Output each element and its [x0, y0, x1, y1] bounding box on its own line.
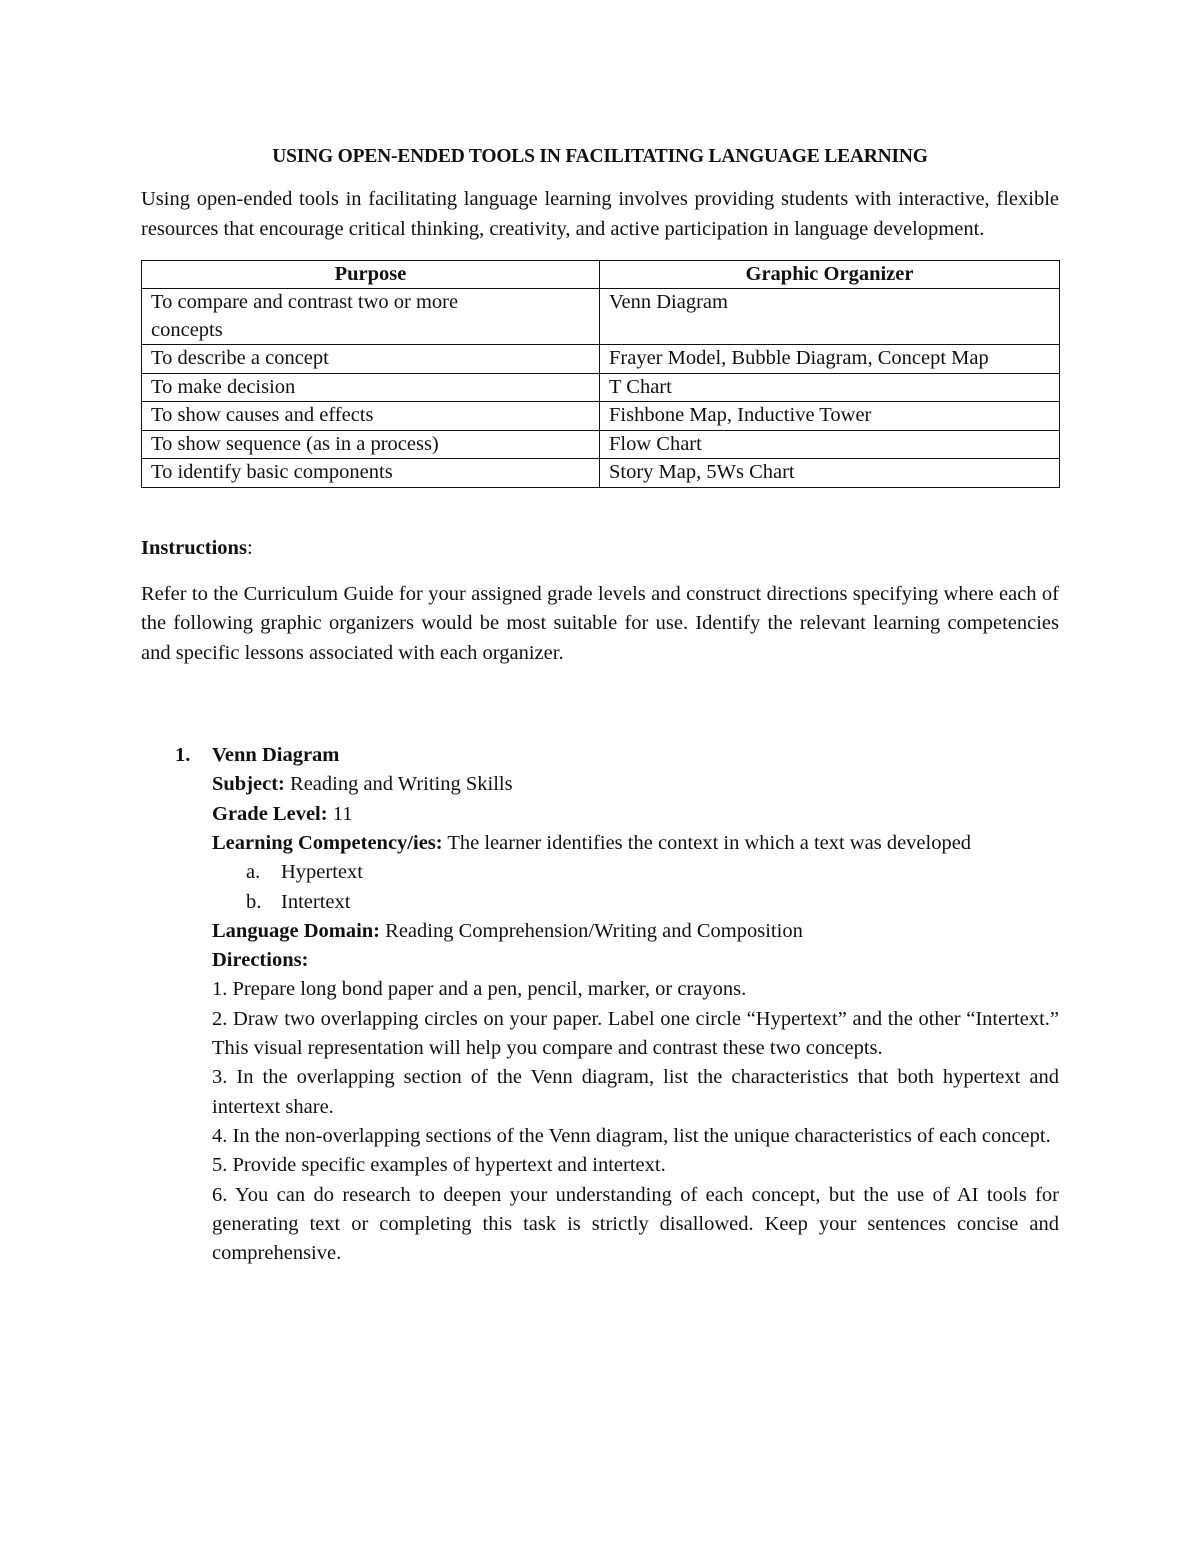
grade-level-line: [212, 800, 1059, 829]
purpose-cell: To show sequence (as in a process): [142, 430, 600, 459]
purpose-cell: To make decision: [142, 373, 600, 402]
direction-step: 1. Prepare long bond paper and a pen, pencil, marker, or crayons.: [212, 978, 747, 1001]
direction-step: 6. You can do research to deepen your understanding of each concept, but the use of AI tools for generating text or completing this task is strictly disallowed. Keep your sentences concise and comprehensive.: [212, 1183, 1059, 1265]
section-body: [212, 741, 1059, 1268]
subject-value: Reading and Writing Skills: [284, 773, 513, 796]
competency-sublist: [246, 858, 1059, 917]
table-row: [142, 289, 1060, 345]
table-row: [142, 402, 1060, 431]
document-content: [141, 142, 1059, 1268]
table-row: [142, 430, 1060, 459]
table-row: [142, 345, 1060, 374]
purpose-cell: To show causes and effects: [142, 402, 600, 431]
intro-paragraph: Using open-ended tools in facilitating language learning involves providing students with interactive, flexible resources that encourage critical thinking, creativity, and active participation in language development.: [141, 188, 1059, 240]
subject-label: Subject:: [212, 773, 285, 796]
graphic-organizer-table: [141, 260, 1060, 488]
grade-level-value: 11: [327, 802, 353, 825]
language-domain-label: Language Domain:: [212, 919, 381, 942]
organizer-cell: Venn Diagram: [600, 289, 1060, 345]
document-title: USING OPEN-ENDED TOOLS IN FACILITATING LANGUAGE LEARNING: [272, 146, 928, 167]
list-item: [246, 888, 1059, 917]
competency-label: Learning Competency/ies:: [212, 831, 443, 854]
subject-line: [212, 770, 1059, 799]
instructions-colon: :: [246, 536, 253, 559]
purpose-cell: To compare and contrast two or more concepts: [142, 289, 600, 345]
list-marker: a.: [246, 861, 261, 884]
purpose-cell: To describe a concept: [142, 345, 600, 374]
section-number: 1.: [175, 744, 191, 767]
instructions-label: Instructions: [141, 536, 247, 559]
table-row: [142, 373, 1060, 402]
table-header-row: [142, 260, 1060, 289]
direction-step: 3. In the overlapping section of the Venn diagram, list the characteristics that both hypertext and intertext share.: [212, 1066, 1059, 1118]
direction-step: 5. Provide specific examples of hypertext and intertext.: [212, 1154, 666, 1177]
list-marker: b.: [246, 890, 262, 913]
list-item: [246, 858, 1059, 887]
competency-value: The learner identifies the context in which a text was developed: [442, 831, 972, 854]
organizer-cell: Fishbone Map, Inductive Tower: [600, 402, 1060, 431]
organizer-section-venn-diagram: [141, 741, 1059, 1268]
list-item-text: Hypertext: [281, 861, 363, 884]
directions-heading: Directions:: [212, 949, 309, 972]
purpose-cell: To identify basic components: [142, 459, 600, 488]
organizer-cell: Story Map, 5Ws Chart: [600, 459, 1060, 488]
instructions-heading: [141, 534, 1059, 563]
organizer-cell: Flow Chart: [600, 430, 1060, 459]
language-domain-value: Reading Comprehension/Writing and Composition: [380, 919, 803, 942]
instructions-paragraph: Refer to the Curriculum Guide for your assigned grade levels and construct directions specifying where each of the following graphic organizers would be most suitable for use. Identify the relevant learning competencies and specific lessons associated with each organizer.: [141, 583, 1059, 664]
grade-level-label: Grade Level:: [212, 802, 328, 825]
section-title: Venn Diagram: [212, 744, 340, 767]
direction-step: 4. In the non-overlapping sections of the Venn diagram, list the unique characteristics of each concept.: [212, 1124, 1051, 1147]
header-purpose: Purpose: [142, 260, 600, 289]
language-domain-line: [212, 917, 1059, 946]
competency-line: [212, 829, 1059, 858]
organizer-cell: T Chart: [600, 373, 1060, 402]
organizer-cell: Frayer Model, Bubble Diagram, Concept Map: [600, 345, 1060, 374]
list-item-text: Intertext: [281, 890, 351, 913]
header-graphic-organizer: Graphic Organizer: [600, 260, 1060, 289]
table-row: [142, 459, 1060, 488]
direction-step: 2. Draw two overlapping circles on your paper. Label one circle “Hypertext” and the other “Intertext.” This visual representation will help you compare and contrast these two concepts.: [212, 1007, 1059, 1060]
